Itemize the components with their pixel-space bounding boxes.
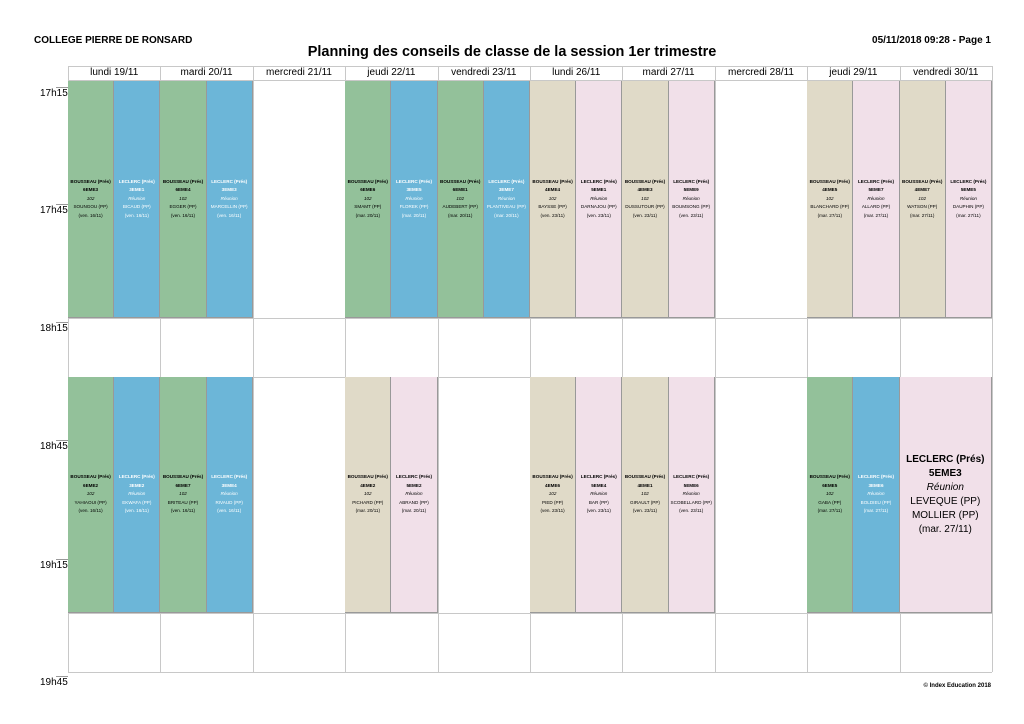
pp-label: BRITEAU (PP) [167, 499, 199, 505]
president-label: BOUSSEAU (Prés) [162, 474, 204, 480]
class-label: 4EME6 [545, 482, 561, 488]
day-header: vendredi 30/11 [913, 67, 979, 78]
president-label: BOUSSEAU (Prés) [902, 178, 943, 184]
date-label: (ven. 16/11) [217, 212, 242, 218]
president-label: BOUSSEAU (Prés) [809, 474, 850, 480]
date-label: (mar. 27/11) [817, 212, 842, 218]
room-label: Réunion [867, 195, 885, 201]
column-divider [253, 66, 254, 672]
council-block[interactable] [391, 377, 437, 613]
time-tick [56, 676, 68, 677]
president-label: LECLERC (Prés) [211, 178, 248, 184]
day-header: jeudi 22/11 [367, 67, 416, 78]
pp-label: DUSSUTOUR (PP) [625, 204, 665, 210]
room-label: 102 [86, 491, 95, 497]
class-label: 3EME2 [129, 482, 145, 488]
column-divider [992, 66, 993, 672]
print-info: 05/11/2018 09:28 - Page 1 [872, 35, 991, 46]
class-label: 5EME9 [683, 187, 699, 193]
room-label: 102 [86, 195, 95, 201]
pp-label: PLANTIVEAU (PP) [486, 204, 526, 210]
time-tick [56, 87, 68, 88]
president-label: LECLERC (Prés) [673, 178, 710, 184]
pp-label: SOUNGOU (PP) [73, 204, 108, 210]
date-label: (ven. 23/11) [586, 508, 611, 514]
pp-label: SCOBELLARD (PP) [670, 499, 712, 505]
day-header: vendredi 23/11 [451, 67, 517, 78]
council-block[interactable] [207, 377, 253, 613]
council-block[interactable] [576, 377, 622, 613]
council-block[interactable] [114, 81, 160, 318]
room-label: Réunion [497, 195, 515, 201]
pp-label: BOLDIEU (PP) [860, 499, 892, 505]
room-label: 102 [641, 195, 649, 201]
pp-label: PIED (PP) [542, 499, 564, 505]
room-label: Réunion [590, 491, 608, 497]
pp-label: GABA (PP) [818, 499, 842, 505]
class-label: 6EME2 [83, 482, 99, 488]
council-block[interactable] [345, 81, 391, 318]
council-block[interactable] [160, 377, 206, 613]
room-label: Réunion [128, 491, 146, 497]
room-label: Réunion [128, 195, 146, 201]
class-label: 3EME7 [498, 187, 514, 193]
council-block[interactable] [68, 81, 114, 318]
room-label: Réunion [590, 195, 608, 201]
council-block[interactable] [900, 377, 992, 613]
room-label: Réunion [682, 195, 700, 201]
class-label: 3EME3 [221, 187, 237, 193]
room-label: Réunion [959, 195, 977, 201]
president-label: LECLERC (Prés) [857, 474, 894, 480]
class-label: 6EME3 [83, 187, 99, 193]
time-tick [56, 559, 68, 560]
council-block[interactable] [853, 377, 899, 613]
room-label: Réunion [926, 481, 964, 493]
class-label: 3EME6 [868, 482, 884, 488]
class-label: 6EME1 [452, 187, 468, 193]
class-label: 6EME6 [360, 187, 376, 193]
room-label: 102 [363, 491, 372, 497]
class-label: 3EME1 [129, 187, 145, 193]
president-label: LECLERC (Prés) [673, 474, 710, 480]
date-label: (mar. 20/11) [401, 212, 427, 218]
council-block[interactable] [345, 377, 391, 613]
date-label: (ven. 23/11) [540, 212, 565, 218]
class-label: 5EME7 [868, 187, 884, 193]
president-label: BOUSSEAU (Prés) [624, 178, 666, 184]
room-label: 102 [363, 195, 372, 201]
date-label: (mar. 20/11) [447, 212, 473, 218]
date-label: (mar. 27/11) [863, 212, 889, 218]
room-label: Réunion [405, 195, 423, 201]
president-label: BOUSSEAU (Prés) [809, 178, 850, 184]
pp-label: EKWAFA (PP) [122, 499, 152, 505]
pp-label: ABRAND (PP) [399, 499, 429, 505]
row-divider [68, 613, 992, 614]
date-label: (ven. 16/11) [124, 212, 149, 218]
day-header: lundi 26/11 [552, 67, 601, 78]
pp-label: BAYSSE (PP) [538, 204, 567, 210]
class-label: 4EME2 [360, 482, 376, 488]
time-label: 19h15 [40, 560, 68, 571]
president-label: BOUSSEAU (Prés) [162, 178, 204, 184]
pp-label: EGGER (PP) [169, 204, 197, 210]
pp-label: DAUPHIN (PP) [952, 204, 984, 210]
council-block[interactable] [530, 81, 576, 318]
date-label: (ven. 16/11) [217, 508, 242, 514]
room-label: Réunion [682, 491, 700, 497]
class-label: 6EME5 [822, 482, 838, 488]
day-header: mercredi 21/11 [266, 67, 332, 78]
date-label: (mar. 20/11) [401, 508, 427, 514]
president-label: BOUSSEAU (Prés) [70, 474, 111, 480]
council-block[interactable] [807, 377, 853, 613]
class-label: 4EME5 [822, 187, 838, 193]
council-block[interactable] [807, 81, 853, 318]
room-label: 102 [825, 491, 834, 497]
time-label: 17h45 [40, 205, 68, 216]
room-label: 102 [179, 195, 187, 201]
class-label: 5EME5 [960, 187, 976, 193]
room-label: 102 [548, 195, 557, 201]
council-block[interactable] [391, 81, 437, 318]
column-divider [715, 66, 716, 672]
date-label: (ven. 23/11) [679, 212, 704, 218]
pp-label: MARCELLIN (PP) [210, 204, 248, 210]
date-label: (mar. 27/11) [909, 212, 935, 218]
class-label: 3EME4 [221, 482, 237, 488]
time-label: 18h15 [40, 323, 68, 334]
time-tick [56, 440, 68, 441]
president-label: LECLERC (Prés) [580, 178, 617, 184]
president-label: BOUSSEAU (Prés) [347, 178, 388, 184]
council-block[interactable] [438, 81, 484, 318]
room-label: 102 [548, 491, 557, 497]
class-label: 4EME7 [914, 187, 930, 193]
president-label: BOUSSEAU (Prés) [70, 178, 111, 184]
class-label: 4EME1 [637, 482, 653, 488]
council-block[interactable] [622, 377, 668, 613]
president-label: LECLERC (Prés) [857, 178, 894, 184]
room-label: 102 [456, 195, 465, 201]
room-label: 102 [179, 491, 187, 497]
row-divider [68, 318, 992, 319]
council-block[interactable] [853, 81, 899, 318]
date-label: (mar. 27/11) [817, 508, 842, 514]
date-label: (ven. 23/11) [679, 508, 704, 514]
council-block[interactable] [669, 81, 715, 318]
council-block[interactable] [946, 81, 992, 318]
president-label: LECLERC (Prés) [395, 178, 432, 184]
time-tick [56, 322, 68, 323]
date-label: (mar. 20/11) [494, 212, 519, 218]
pp-label: BLANCHARD (PP) [810, 204, 850, 210]
date-label: (ven. 23/11) [632, 212, 658, 218]
pp-label: LEVEQUE (PP) [910, 495, 981, 507]
president-label: LECLERC (Prés) [395, 474, 432, 480]
council-block[interactable] [669, 377, 715, 613]
president-label: LECLERC (Prés) [488, 178, 525, 184]
pp-label: BOUMSONG (PP) [672, 204, 711, 210]
council-block[interactable] [207, 81, 253, 318]
president-label: BOUSSEAU (Prés) [532, 178, 573, 184]
class-label: 6EME4 [175, 187, 191, 193]
pp-label: YAHIAOUI (PP) [74, 499, 107, 505]
pp-label: FLOREK (PP) [399, 204, 429, 210]
time-label: 18h45 [40, 441, 68, 452]
pp-label: SMAMT (PP) [354, 204, 382, 210]
council-block[interactable] [530, 377, 576, 613]
date-label: (ven. 16/11) [170, 508, 196, 514]
class-label: 4EME3 [637, 187, 653, 193]
day-header: mardi 20/11 [180, 67, 233, 78]
pp-label: AUDEBERT (PP) [442, 204, 478, 210]
president-label: LECLERC (Prés) [118, 178, 155, 184]
date-label: (mar. 20/11) [355, 212, 380, 218]
president-label: BOUSSEAU (Prés) [624, 474, 666, 480]
date-label: (ven. 16/11) [78, 212, 103, 218]
president-label: LECLERC (Prés) [950, 178, 987, 184]
date-label: (mar. 27/11) [956, 212, 981, 218]
president-label: BOUSSEAU (Prés) [347, 474, 388, 480]
page-title: Planning des conseils de classe de la session 1er trimestre [307, 44, 717, 60]
room-label: Réunion [220, 491, 238, 497]
school-name: COLLEGE PIERRE DE RONSARD [34, 35, 193, 46]
date-label: (ven. 16/11) [78, 508, 103, 514]
president-label: LECLERC (Prés) [211, 474, 248, 480]
council-block[interactable] [484, 81, 530, 318]
date-label: (ven. 16/11) [170, 212, 196, 218]
pp-label: PICHARD (PP) [352, 499, 384, 505]
day-header: jeudi 29/11 [829, 67, 878, 78]
pp-label: BAR (PP) [588, 499, 609, 505]
room-label: 102 [825, 195, 834, 201]
class-label: 5EME2 [406, 482, 422, 488]
council-block[interactable] [68, 377, 114, 613]
president-label: LECLERC (Prés) [118, 474, 155, 480]
council-block[interactable] [576, 81, 622, 318]
council-block[interactable] [900, 81, 946, 318]
date-label: (mar. 20/11) [355, 508, 380, 514]
date-label: (ven. 23/11) [586, 212, 611, 218]
council-block[interactable] [160, 81, 206, 318]
class-label: 3EME5 [406, 187, 422, 193]
president-label: LECLERC (Prés) [580, 474, 617, 480]
president-label: BOUSSEAU (Prés) [440, 178, 481, 184]
president-label: BOUSSEAU (Prés) [532, 474, 573, 480]
class-label: 5EME4 [591, 482, 607, 488]
date-label: (ven. 16/11) [124, 508, 149, 514]
class-label: 6EME7 [175, 482, 191, 488]
pp-label: MOLLIER (PP) [911, 509, 979, 521]
pp-label: DARNAJOU (PP) [580, 204, 617, 210]
room-label: 102 [641, 491, 649, 497]
room-label: Réunion [867, 491, 885, 497]
president-label: LECLERC (Prés) [906, 453, 985, 465]
room-label: Réunion [220, 195, 238, 201]
council-block[interactable] [622, 81, 668, 318]
class-label: 5EME1 [591, 187, 607, 193]
date-label: (mar. 27/11) [918, 523, 972, 535]
pp-label: RIVAUD (PP) [215, 499, 243, 505]
pp-label: BICAUD (PP) [122, 204, 151, 210]
room-label: 102 [918, 195, 927, 201]
time-label: 19h45 [40, 677, 68, 688]
class-label: 4EME4 [545, 187, 561, 193]
day-header: mardi 27/11 [642, 67, 695, 78]
date-label: (ven. 23/11) [632, 508, 658, 514]
time-label: 17h15 [40, 88, 68, 99]
pp-label: GIRAULT (PP) [630, 499, 660, 505]
class-label: 5EME6 [683, 482, 699, 488]
pp-label: WATSON (PP) [907, 204, 938, 210]
council-block[interactable] [114, 377, 160, 613]
day-header: mercredi 28/11 [728, 67, 794, 78]
time-tick [56, 204, 68, 205]
class-label: 5EME3 [928, 467, 962, 479]
row-divider [68, 672, 992, 673]
date-label: (mar. 27/11) [863, 508, 889, 514]
day-header: lundi 19/11 [90, 67, 139, 78]
date-label: (ven. 23/11) [540, 508, 565, 514]
room-label: Réunion [405, 491, 423, 497]
pp-label: ALLARD (PP) [861, 204, 891, 210]
footer-credit: © Index Education 2018 [923, 683, 991, 689]
